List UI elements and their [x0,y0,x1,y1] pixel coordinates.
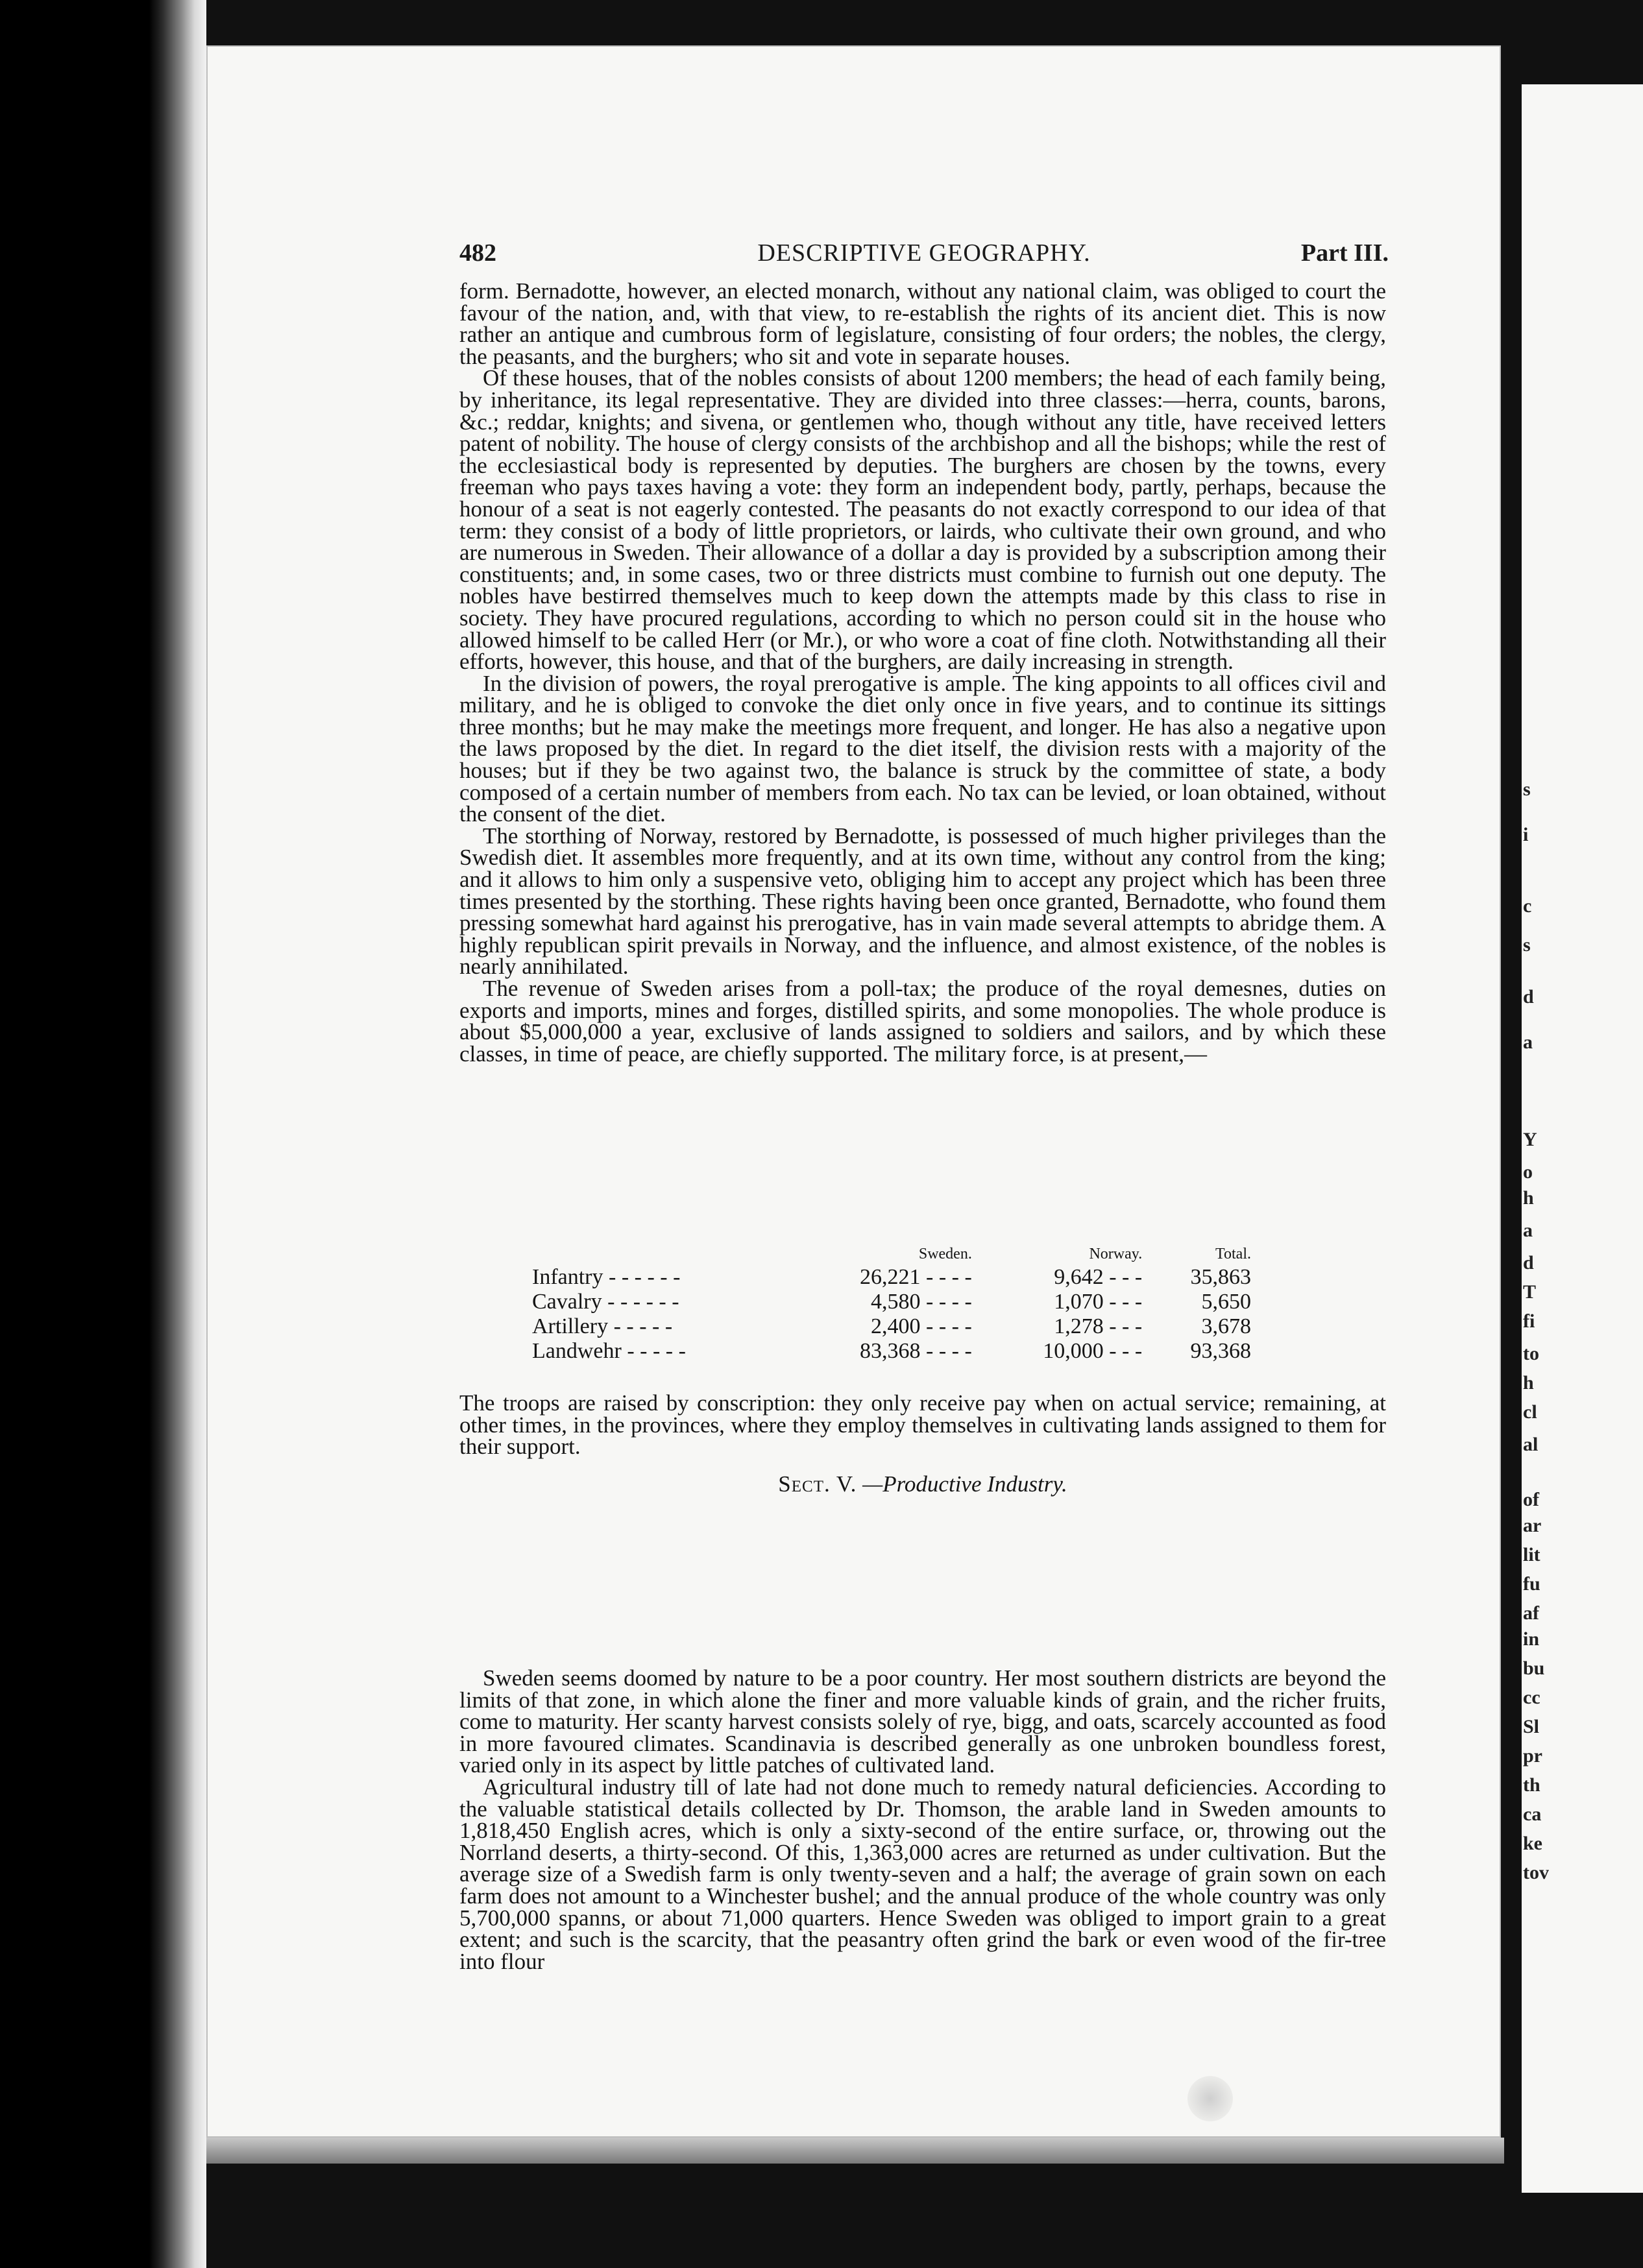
table-cell: 1,070 - - - [1054,1290,1143,1314]
table-cell: 3,678 [1201,1314,1251,1338]
page-number: 482 [459,239,496,267]
paragraph: The revenue of Sweden arises from a poll-tax; the produce of the royal demesnes, duties on exports and imports, mines and forges, distilled spirits, and some monopolies. The whole produce is about $5,000,000 a year, exclusive of lands assigned to soldiers and sailors, and by which these classes, in time of peace, are chiefly supported. The military force, is at present,— [459,976,1386,1067]
body-text-lower [459,1667,1386,1972]
facing-page-text-fragment: a [1523,1031,1533,1053]
facing-page-text-fragment: fi [1523,1310,1535,1332]
facing-page-text-fragment: d [1523,986,1534,1007]
section-heading [459,1471,1386,1497]
table-row [532,1339,1259,1364]
facing-page-text-fragment: ar [1523,1515,1542,1536]
paragraph: form. Bernadotte, however, an elected monarch, without any national claim, was obliged to court the favour of the nation, and, with that view, to re-establish the rights of its ancient diet. This is now rather an antique and cumbrous form of legislature, consisting of four orders; the nobles, the clergy, the peasants, and the burghers; who sit and vote in separate houses. [459,278,1386,369]
facing-page-text-fragment: in [1523,1628,1540,1650]
table-header-cell: Total. [1215,1245,1251,1262]
facing-page-text-fragment: al [1523,1434,1539,1455]
facing-page-text-fragment: h [1523,1187,1534,1209]
table-header-row [532,1243,1259,1265]
paragraph: The troops are raised by conscription: they only receive pay when on actual service; remaining, at other times, in the provinces, where they employ themselves in cultivating lands assigned to them for their support. [459,1390,1386,1460]
facing-page-text-fragment: cc [1523,1687,1540,1708]
table-cell: Infantry - - - - - - [532,1265,681,1289]
table-cell: Artillery - - - - - [532,1314,673,1338]
table-cell: 2,400 - - - - [871,1314,972,1338]
table-cell: Cavalry - - - - - - [532,1290,679,1314]
paragraph: In the division of powers, the royal prerogative is ample. The king appoints to all offices civil and military, and he is obliged to convoke the diet only once in five years, and to continue its sittings three months; but he may make the meetings more frequent, and longer. He has also a negative upon the laws proposed by the diet. In regard to the diet itself, the division rests with a majority of the houses; but if they be two against two, the balance is struck by the committee of state, a body composed of a certain number of members from each. No tax can be levied, or loan obtained, without the consent of the diet. [459,670,1386,827]
facing-page-text-fragment: s [1523,778,1531,800]
paragraph: Sweden seems doomed by nature to be a poor country. Her most southern districts are beyond the limits of that zone, in which alone the finer and more valuable kinds of grain, and the richer fruits, come to maturity. Her scanty harvest consists solely of rye, bigg, and oats, scarcely accounted as food in more favoured climates. Scandinavia is described generally as one unbroken boundless forest, varied only in its aspect by little patches of cultivated land. [459,1665,1386,1778]
military-force-table [532,1243,1259,1364]
facing-page-text-fragment: th [1523,1774,1540,1796]
table-row [532,1265,1259,1290]
table-row [532,1290,1259,1314]
facing-page-text-fragment: af [1523,1602,1539,1624]
facing-page-text-fragment: pr [1523,1745,1542,1767]
facing-page-text-fragment: a [1523,1220,1533,1241]
body-text-troops [459,1392,1386,1458]
facing-page-text-fragment: lit [1523,1544,1540,1565]
facing-page-text-fragment: ke [1523,1833,1542,1854]
facing-page-text-fragment: h [1523,1372,1534,1393]
facing-page-fragment [1522,84,1643,2193]
table-cell: 4,580 - - - - [871,1290,972,1314]
scan-left-edge [0,0,206,2268]
table-cell: 35,863 [1190,1265,1251,1289]
facing-page-text-fragment: Y [1523,1129,1537,1150]
facing-page-text-fragment: bu [1523,1658,1545,1679]
facing-page-text-fragment: d [1523,1252,1534,1273]
table-row [532,1314,1259,1339]
facing-page-text-fragment: fu [1523,1573,1540,1595]
section-number: Sect. V. [778,1471,857,1497]
page-bottom-edge [206,2138,1504,2164]
body-text-upper [459,280,1386,1065]
paragraph: The storthing of Norway, restored by Bernadotte, is possessed of much higher privileges than the Swedish diet. It assembles more frequently, and at its own time, without any control from the king; and it allows to him only a suspensive veto, obliging him to accept any project which has been three times presented by the storthing. These rights having been once granted, Bernadotte, who found them pressing somewhat hard against his prerogative, has in vain made several attempts to abridge them. A highly republican spirit prevails in Norway, and the influence, and almost existence, of the nobles is nearly annihilated. [459,823,1386,980]
running-title: DESCRIPTIVE GEOGRAPHY. [757,239,1091,267]
facing-page-text-fragment: c [1523,895,1532,917]
table-header-cell [532,1243,789,1265]
facing-page-text-fragment: ca [1523,1804,1542,1825]
facing-page-text-fragment: s [1523,934,1531,956]
facing-page-text-fragment: to [1523,1343,1539,1364]
running-header [459,239,1389,271]
facing-page-text-fragment: of [1523,1489,1539,1510]
facing-page-text-fragment: cl [1523,1401,1537,1423]
table-cell: Landwehr - - - - - [532,1339,686,1363]
facing-page-text-fragment: T [1523,1281,1537,1303]
table-cell: 5,650 [1201,1290,1251,1314]
paper-smudge [1187,2076,1233,2121]
section-name: —Productive Industry. [862,1471,1067,1497]
facing-page-text-fragment: i [1523,824,1529,845]
table-cell: 26,221 - - - - [860,1265,972,1289]
part-label: Part III. [1300,239,1389,267]
table-cell: 10,000 - - - [1043,1339,1143,1363]
table-cell: 83,368 - - - - [860,1339,972,1363]
facing-page-text-fragment: tov [1523,1862,1549,1883]
table-cell: 93,368 [1190,1339,1251,1363]
table-cell: 1,278 - - - [1054,1314,1143,1338]
facing-page-text-fragment: o [1523,1161,1533,1183]
facing-page-text-fragment: Sl [1523,1716,1540,1737]
paragraph: Of these houses, that of the nobles consists of about 1200 members; the head of each family being, by inheritance, its legal representative. They are divided into three classes:—herra, counts, barons, &c.; reddar, knights; and sivena, or gentlemen who, though without any title, have received letters patent of nobility. The house of clergy consists of the archbishop and all the bishops; while the rest of the ecclesiastical body is represented by deputies. The burghers are chosen by the towns, every freeman who pays taxes having a vote: they form an independent body, partly, perhaps, because the honour of a seat is not eagerly contested. The peasants do not exactly correspond to our idea of that term: they consist of a body of little proprietors, or lairds, who cultivate their own ground, and who are numerous in Sweden. Their allowance of a dollar a day is provided by a subscription among their constituents; and, in some cases, two or three districts must combine to furnish out one deputy. The nobles have bestirred themselves much to keep down the attempts made by this class to rise in society. They have procured regulations, according to which no person could sit in the house who allowed himself to be called Herr (or Mr.), or who wore a coat of fine cloth. Notwithstanding all their efforts, however, this house, and that of the burghers, are daily increasing in strength. [459,365,1386,675]
paragraph: Agricultural industry till of late had not done much to remedy natural deficiencies. According to the valuable statistical details collected by Dr. Thomson, the arable land in Sweden amounts to 1,818,450 English acres, which is only a sixty-second of the entire surface, or, throwing out the Norrland deserts, a thirty-second. Of this, 1,363,000 acres are returned as under cultivation. But the average size of a Swedish farm is only twenty-seven and a half; the average of grain sown on each farm does not amount to a Winchester bushel; and the annual produce of the whole country was only 5,700,000 spanns, or about 71,000 quarters. Hence Sweden was obliged to import grain to a great extent; and such is the scarcity, that the peasantry often grind the bark or even wood of the fir-tree into flour [459,1774,1386,1974]
table-header-cell: Sweden. [918,1245,972,1262]
table-cell: 9,642 - - - [1054,1265,1143,1289]
table-header-cell: Norway. [1089,1245,1143,1262]
